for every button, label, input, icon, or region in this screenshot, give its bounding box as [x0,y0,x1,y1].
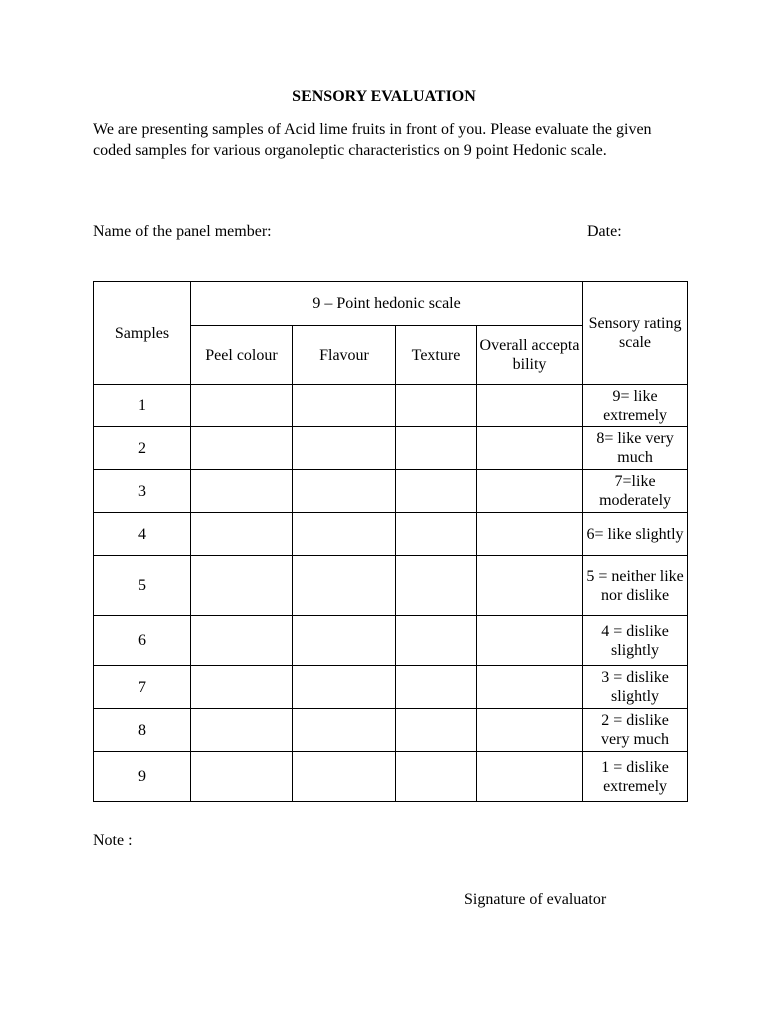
rating-scale-header: Sensory rating scale [583,282,688,385]
rating-scale-cell: 7=like moderately [583,470,688,513]
table-row [94,752,688,802]
table-row [94,616,688,666]
texture-cell[interactable] [396,752,477,802]
column-header-overall-acceptability: Overall acceptability [477,326,583,385]
overall-acceptability-cell[interactable] [477,556,583,616]
peel-colour-cell[interactable] [191,709,293,752]
table-row [94,513,688,556]
texture-cell[interactable] [396,470,477,513]
table-row [94,556,688,616]
overall-acceptability-cell[interactable] [477,513,583,556]
table-row [94,470,688,513]
column-header-peel-colour: Peel colour [191,326,293,385]
rating-scale-cell: 2 = dislike very much [583,709,688,752]
overall-acceptability-cell[interactable] [477,666,583,709]
rating-scale-cell: 6= like slightly [583,513,688,556]
rating-scale-cell: 1 = dislike extremely [583,752,688,802]
flavour-cell[interactable] [293,385,396,427]
flavour-cell[interactable] [293,470,396,513]
rating-scale-cell: 8= like very much [583,427,688,470]
texture-cell[interactable] [396,427,477,470]
overall-acceptability-cell[interactable] [477,385,583,427]
sample-number: 4 [94,513,191,556]
signature-label: Signature of evaluator [464,891,607,908]
overall-acceptability-cell[interactable] [477,752,583,802]
rating-scale-cell: 4 = dislike slightly [583,616,688,666]
overall-acceptability-cell[interactable] [477,427,583,470]
flavour-cell[interactable] [293,709,396,752]
flavour-cell[interactable] [293,616,396,666]
table-row [94,427,688,470]
date-label: Date: [587,223,622,240]
table-row [94,709,688,752]
flavour-cell[interactable] [293,666,396,709]
sample-number: 7 [94,666,191,709]
rating-scale-cell: 9= like extremely [583,385,688,427]
peel-colour-cell[interactable] [191,752,293,802]
table-row [94,385,688,427]
texture-cell[interactable] [396,513,477,556]
table-row [94,666,688,709]
samples-header: Samples [94,282,191,385]
panel-member-name-label: Name of the panel member: [93,223,272,240]
intro-paragraph: We are presenting samples of Acid lime fruits in front of you. Please evaluate the given coded samples for various organoleptic characteristics on 9 point Hedonic scale. [93,121,652,159]
sample-number: 9 [94,752,191,802]
peel-colour-cell[interactable] [191,470,293,513]
flavour-cell[interactable] [293,427,396,470]
texture-cell[interactable] [396,666,477,709]
peel-colour-cell[interactable] [191,513,293,556]
evaluation-table [93,281,688,802]
flavour-cell[interactable] [293,752,396,802]
sample-number: 5 [94,556,191,616]
rating-scale-cell: 3 = dislike slightly [583,666,688,709]
column-header-flavour: Flavour [293,326,396,385]
column-header-texture: Texture [396,326,477,385]
peel-colour-cell[interactable] [191,666,293,709]
overall-acceptability-cell[interactable] [477,470,583,513]
flavour-cell[interactable] [293,513,396,556]
note-label: Note : [93,832,133,849]
peel-colour-cell[interactable] [191,385,293,427]
page-title: SENSORY EVALUATION [292,88,476,105]
peel-colour-cell[interactable] [191,616,293,666]
texture-cell[interactable] [396,385,477,427]
peel-colour-cell[interactable] [191,556,293,616]
peel-colour-cell[interactable] [191,427,293,470]
sample-number: 3 [94,470,191,513]
texture-cell[interactable] [396,616,477,666]
hedonic-scale-header: 9 – Point hedonic scale [191,282,583,326]
sample-number: 6 [94,616,191,666]
sample-number: 2 [94,427,191,470]
overall-acceptability-cell[interactable] [477,616,583,666]
sample-number: 1 [94,385,191,427]
flavour-cell[interactable] [293,556,396,616]
texture-cell[interactable] [396,556,477,616]
sample-number: 8 [94,709,191,752]
overall-acceptability-cell[interactable] [477,709,583,752]
texture-cell[interactable] [396,709,477,752]
rating-scale-cell: 5 = neither like nor dislike [583,556,688,616]
